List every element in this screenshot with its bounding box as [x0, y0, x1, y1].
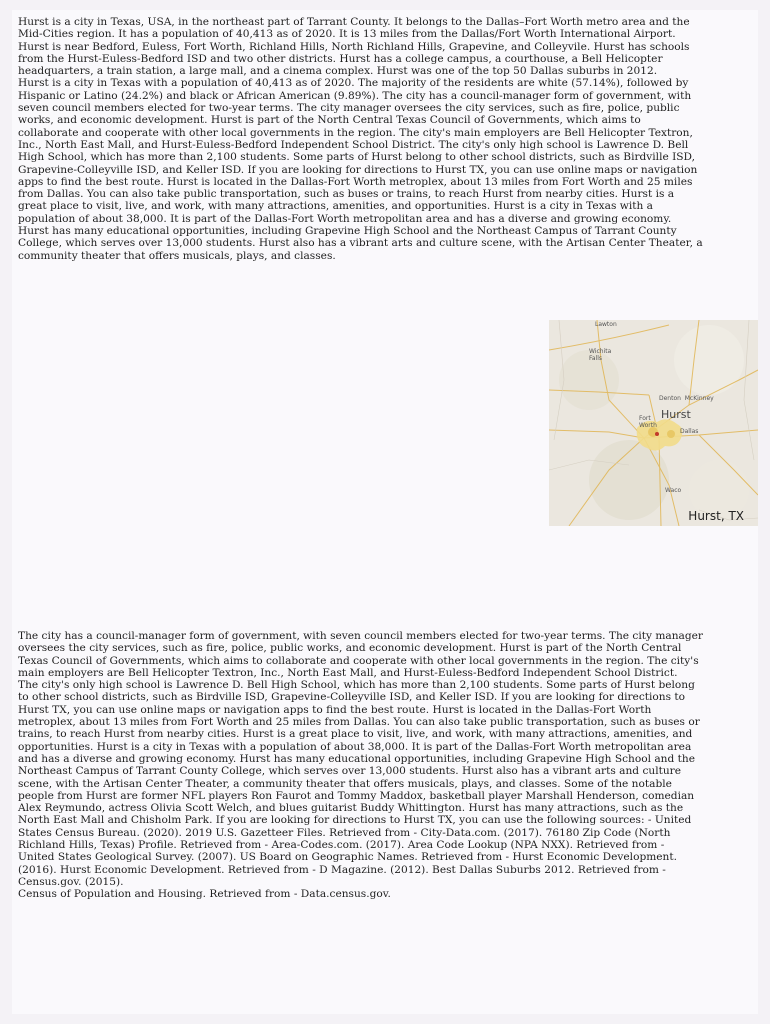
map-label-denton: Denton McKinney [659, 395, 714, 402]
hurst-map-image [549, 320, 758, 526]
map-caption: Hurst, TX [688, 509, 744, 523]
map-label-waco: Waco [665, 487, 682, 494]
map-label-lawton: Lawton [595, 321, 617, 328]
paragraph-intro: Hurst is a city in Texas, USA, in the northeast part of Tarrant County. It belongs to the Dallas–Fort Worth metro area and the Mid-Cities region. It has a population of 40,413 as of 2020. It is 13 miles from the Dallas/Fort Worth International Airport. Hurst is near Bedford, Euless, Fort Worth, Richland Hills, North Richland Hills, Grapevine, and Colleyvile. Hurst has schools from the Hurst-Euless-Bedford ISD and two other districts. Hurst has a college campus, a courthouse, a Bell Helicopter headquarters, a train station, a large mall, and a cinema complex. Hurst was one of the top 50 Dallas suburbs in 2012. Hurst is a city in Texas with a population of 40,413 as of 2020. The majority of the residents are white (57.14%), followed by Hispanic or Latino (24.2%) and black or African American (9.89%). The city has a council-manager form of government, with seven council members elected for two-year terms. The city manager oversees the city services, such as fire, police, public works, and economic development. Hurst is part of the North Central Texas Council of Governments, which aims to collaborate and cooperate with other local governments in the region. The city's main employers are Bell Helicopter Textron, Inc., North East Mall, and Hurst-Euless-Bedford Independent School District. The city's only high school is Lawrence D. Bell High School, which has more than 2,100 students. Some parts of Hurst belong to other school districts, such as Birdville ISD, Grapevine-Colleyville ISD, and Keller ISD. If you are looking for directions to Hurst TX, you can use online maps or navigation apps to find the best route. Hurst is located in the Dallas-Fort Worth metroplex, about 13 miles from Fort Worth and 25 miles from Dallas. You can also take public transportation, such as buses or trains, to reach Hurst from nearby cities. Hurst is a great place to visit, live, and work, with many attractions, amenities, and opportunities. Hurst is a city in Texas with a population of about 38,000. It is part of the Dallas-Fort Worth metropolitan area and has a diverse and growing economy. Hurst has many educational opportunities, including Grapevine High School and the Northeast Campus of Tarrant County College, which serves over 13,000 students. Hurst also has a vibrant arts and culture scene, with the Artisan Center Theater, a community theater that offers musicals, plays, and classes. [18, 16, 703, 262]
map-label-wichita-falls: Wichita Falls [589, 348, 612, 362]
document-page [12, 10, 758, 1014]
map-label-fort-worth: Fort Worth [639, 415, 657, 429]
map-label-dallas: Dallas [680, 428, 699, 435]
map-city-label: Hurst [661, 408, 691, 421]
paragraph-government: The city has a council-manager form of government, with seven council members elected for two-year terms. The city manager oversees the city services, such as fire, police, public works, and economic development. Hurst is part of the North Central Texas Council of Governments, which aims to collaborate and cooperate with other local governments in the region. The city's main employers are Bell Helicopter Textron, Inc., North East Mall, and Hurst-Euless-Bedford Independent School District. The city's only high school is Lawrence D. Bell High School, which has more than 2,100 students. Some parts of Hurst belong to other school districts, such as Birdville ISD, Grapevine-Colleyville ISD, and Keller ISD. If you are looking for directions to Hurst TX, you can use online maps or navigation apps to find the best route. Hurst is located in the Dallas-Fort Worth metroplex, about 13 miles from Fort Worth and 25 miles from Dallas. You can also take public transportation, such as buses or trains, to reach Hurst from nearby cities. Hurst is a great place to visit, live, and work, with many attractions, amenities, and opportunities. Hurst is a city in Texas with a population of about 38,000. It is part of the Dallas-Fort Worth metropolitan area and has a diverse and growing economy. Hurst has many educational opportunities, including Grapevine High School and the Northeast Campus of Tarrant County College, which serves over 13,000 students. Hurst also has a vibrant arts and culture scene, with the Artisan Center Theater, a community theater that offers musicals, plays, and classes. Some of the notable people from Hurst are former NFL players Ron Faurot and Tommy Maddox, basketball player Marshall Henderson, comedian Alex Reymundo, actress Olivia Scott Welch, and blues guitarist Buddy Whittington. Hurst has many attractions, such as the North East Mall and Chisholm Park. If you are looking for directions to Hurst TX, you can use the following sources: - United States Census Bureau. (2020). 2019 U.S. Gazetteer Files. Retrieved from - City-Data.com. (2017). 76180 Zip Code (North Richland Hills, Texas) Profile. Retrieved from - Area-Codes.com. (2017). Area Code Lookup (NPA NXX). Retrieved from - United States Geological Survey. (2007). US Board on Geographic Names. Retrieved from - Hurst Economic Development. (2016). Hurst Economic Development. Retrieved from - D Magazine. (2012). Best Dallas Suburbs 2012. Retrieved from - Census.gov. (2015). Census of Population and Housing. Retrieved from - Data.census.gov. [18, 630, 703, 901]
